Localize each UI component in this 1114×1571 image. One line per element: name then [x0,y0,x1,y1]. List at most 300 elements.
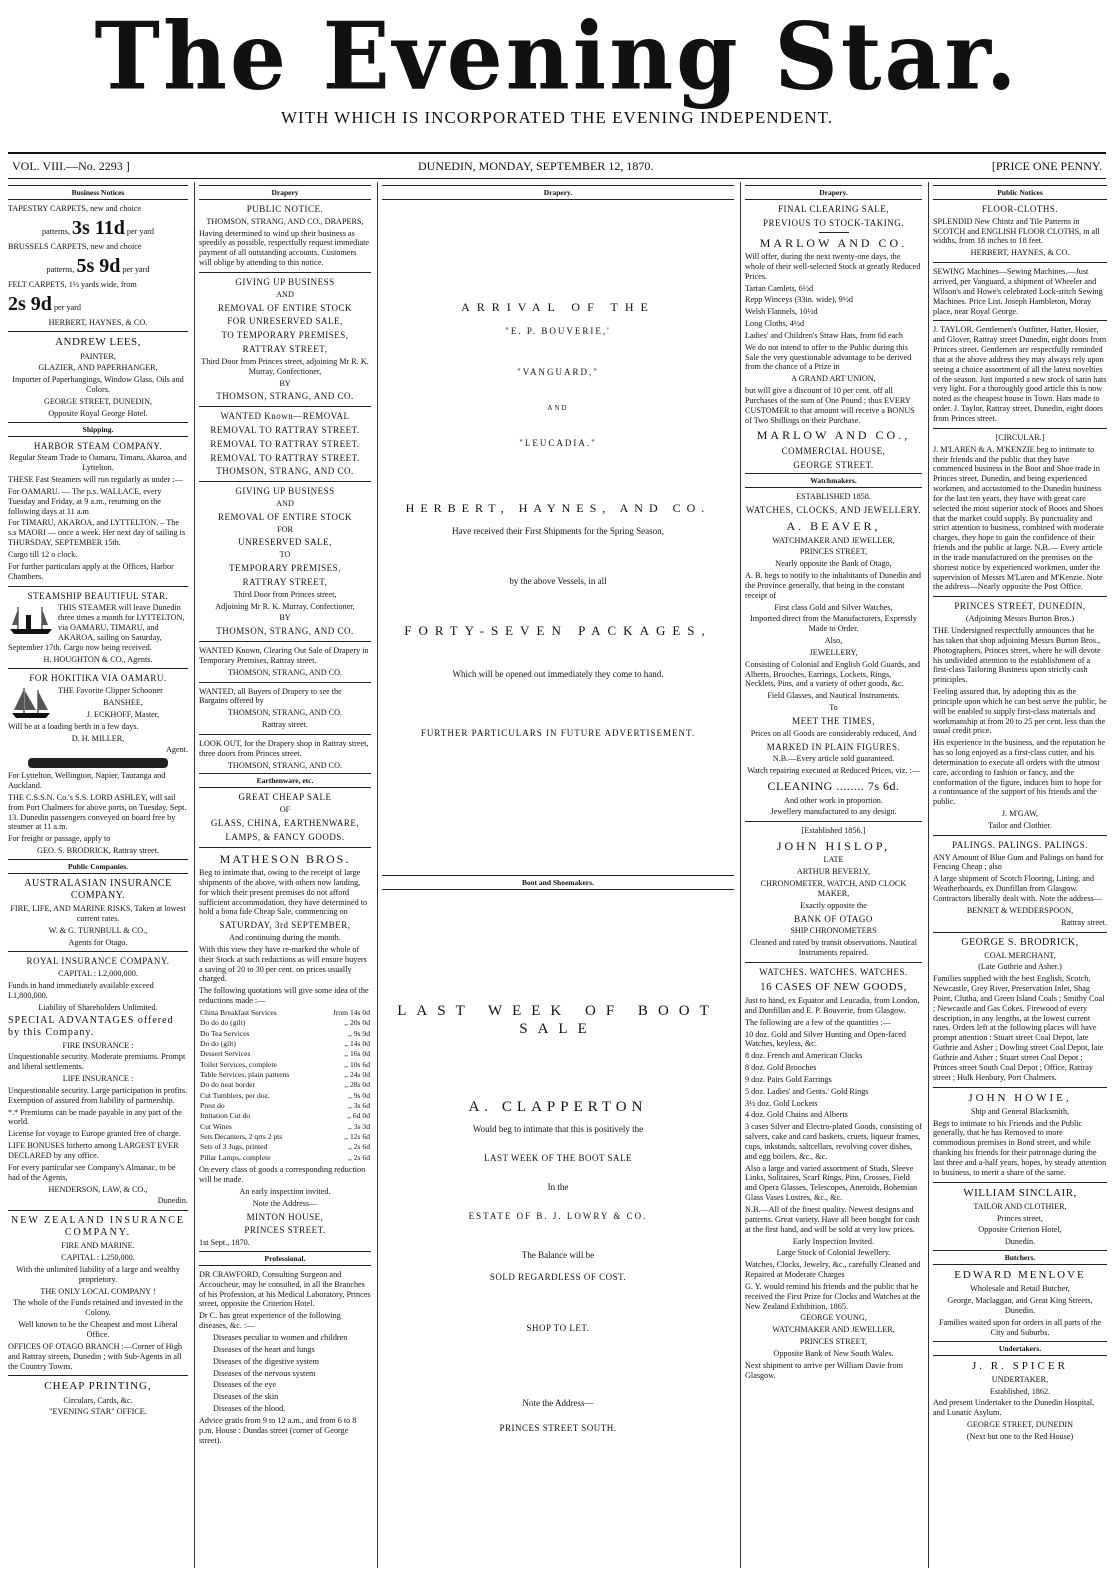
ad-line: 5 doz. Ladies' and Gents.' Gold Rings [745,1086,869,1096]
ad-line: Begs to intimate to his Friends and the Public generally, that he has Removed to more commodious premises in Bond street, and while thanking his friends for their patronage during the last three and a-half years, hopes, by steady attention to business, to merit a share of the same. [933,1118,1107,1177]
ad-signature: THOMSON, STRANG, AND CO. [216,391,354,402]
ad-line: AND [276,289,294,299]
divider [933,320,1107,321]
ad-line: And continuing during the month. [229,933,341,943]
ad-line: FURTHER PARTICULARS IN FUTURE ADVERTISEMENT. [420,727,696,738]
price-figure: 2s 9d [8,292,52,315]
ad-line: TAPESTRY CARPETS, new and choice [8,204,141,213]
ad-line: Diseases of the blood. [213,1404,286,1414]
ad-line: For OAMARU. — The p.s. WALLACE, every Tuesday and Friday, at 9 a.m., returning on the following days at 11 a.m [8,486,162,516]
brodrick-ad [933,937,1107,1083]
ad-line: And other work in proportion. [784,795,883,805]
ad-line: Repp Winceys (33in. wide), 9½d [745,295,853,305]
ad-heading: HARBOR STEAM COMPANY. [33,440,163,451]
ad-line: We do not intend to offer to the Public during this Sale the very questionable advantage to be derived from the chance of a Prize in [745,342,912,372]
divider [933,1087,1107,1088]
divider [199,682,371,683]
ad-line: First class Gold and Silver Watches, [774,602,893,612]
price-item: Do do neat border [200,1080,256,1090]
ad-line: 9 doz. Pairs Gold Earrings [745,1074,832,1084]
divider [199,481,371,482]
divider [933,835,1107,836]
ad-line: THE Favorite Clipper Schooner [58,686,163,696]
ad-line: 10 doz. Gold and Silver Hunting and Open-faced Watches, keyless, &c. [745,1029,906,1049]
ad-line: Opposite Criterion Hotel, [978,1225,1062,1235]
ad-line: The following are a few of the quantities :— [745,1017,891,1027]
ad-line: With this view they have re-marked the whole of their Stock at such reductions as will ensure buyers a saving of 20 to 30 per cent. on prices usually charged. [199,944,367,984]
ad-line: TO TEMPORARY PREMISES, [221,330,349,341]
ad-line: LIFE INSURANCE : [62,1074,134,1084]
ad-line: The following quotations will give some idea of the reductions made :— [199,986,369,1006]
ad-line: Dunedin. [157,1196,188,1206]
price-figure: 5s 9d [76,254,121,277]
ad-heading: J. R. SPICER [972,1359,1068,1372]
price: [PRICE ONE PENNY. [991,159,1102,173]
divider [199,847,371,848]
howie-ad [933,1092,1107,1178]
ad-signature: J. M'GAW, [1001,809,1039,819]
ad-line: 4 doz. Gold Chains and Alberts [745,1110,848,1120]
divider [745,821,922,822]
ad-line: REMOVAL OF ENTIRE STOCK [217,511,353,522]
price-value: ,, 2s 6d [348,1152,370,1162]
ad-line: Which will be opened out immediately they come to hand. [452,668,664,679]
ad-line: UNDERTAKER, [991,1374,1049,1384]
divider [8,586,188,587]
divider [199,734,371,735]
price-value: ,, 24s 0d [344,1070,370,1080]
ad-line: THOMSON, STRANG, AND CO. [227,708,343,718]
price-value: ,, 16s 0d [344,1049,370,1059]
ad-line: Field Glasses, and Nautical Instruments. [767,691,900,701]
ad-line: Nearly opposite the Bank of Otago, [775,559,892,569]
ad-line: (Late Guthrie and Asher.) [978,962,1062,972]
ad-line: Unquestionable security. Moderate premiums. Prompt and liberal settlements. [8,1052,186,1072]
ad-line: BANSHEE, [103,698,143,708]
ad-line: WATCHMAKER AND JEWELLER, [772,1325,895,1335]
price-value: ,, 9s 9d [348,1028,370,1038]
harbor-ad [8,441,188,582]
ad-line: For TIMARU, AKAROA, and LYTTELTON. – The s.s MAORI — once a week. Her next day of sailing is THURSDAY, SEPTEMBER 15th. [8,518,186,548]
ad-line: N.B.—Every article sold guaranteed. [772,754,895,764]
ad-line: For Lyttelton, Wellington, Napier, Tauranga and Auckland. [8,771,166,791]
ad-line: Importer of Paperhangings, Window Glass, Oils and Colors. [12,375,184,395]
ad-line: TEMPORARY PREMISES, [229,563,341,574]
ad-line: J. TAYLOR, Gentlemen's Outfitter, Hatter, Hosier, and Glover, Rattray street Dunedin, eight doors from Princes street. Gentlemen are respectfully reminded that at the above address they may always rely upon seeing a choice assortment of all the latest novelties of the season. Just imported a new stock of satin hats very light. For a thoroughly good article this is now noted as the cheapest house in Town. Hats made to order. J. Taylor, Rattray street, Dunedin, eight doors from Princes street. [933,325,1107,423]
ad-line: Funds in hand immediately available exceed L1,800,000. [8,981,154,1000]
ad-line: 3½ doz. Gold Lockets [745,1098,818,1108]
ad-line: REMOVAL TO RATTRAY STREET. [210,424,360,435]
ad-line: GEORGE STREET, DUNEDIN [966,1420,1074,1430]
divider [8,331,188,332]
ad-line: [Established 1856.] [801,826,866,836]
price-row [199,1142,371,1152]
price-row [199,1111,371,1121]
price-row [199,1049,371,1059]
ad-line: Diseases of the skin [213,1392,279,1402]
ad-line: CAPITAL : L2,000,000. [58,969,138,979]
australasian-ad [8,878,188,947]
ad-line: per yard [126,226,154,236]
nz-insurance-ad [8,1215,188,1371]
ad-line: 8 doz. French and American Clocks [745,1051,863,1061]
divider [933,428,1107,429]
ad-line: Diseases of the heart and lungs [213,1344,315,1354]
ad-line: Just to hand, ex Equator and Leucadia, from London, and Dunfillan and E. P. Bouverie, from Glasgow. [745,995,920,1015]
ad-line: The whole of the Funds retained and invested in the Colony. [13,1298,183,1318]
ad-line: Tartan Camlets, 6½d [745,283,814,293]
ad-line: 3 cases Silver and Electro-plated Goods, consisting of salvers, cake and card baskets, cruets, liqueur frames, cups, inkstands, saltcellars, revolving cover dishes, and egg boilers, &c., &c. [745,1122,922,1161]
arrival-heading: ARRIVAL OF THE [461,300,655,314]
firm-heading: HERBERT, HAYNES, AND CO. [405,501,711,516]
section-heading: Drapery. [382,185,734,200]
ad-line: Agent. [165,745,188,755]
masthead [0,0,1114,150]
ad-heading: JOHN HOWIE, [968,1091,1072,1104]
ad-line: CHRONOMETER, WATCH, AND CLOCK MAKER, [760,879,907,898]
ad-line: ESTABLISHED 1858. [796,492,871,502]
ad-line: Opposite Bank of New South Wales. [773,1348,894,1358]
ad-line: PRINCES STREET, [799,547,868,557]
ad-heading: NEW ZEALAND INSURANCE COMPANY. [10,1215,186,1239]
section-heading: Public Notices [933,185,1107,200]
ad-line: REMOVAL OF ENTIRE STOCK [217,302,353,313]
ad-line: LOOK OUT, for the Drapery shop in Rattray street, three doors from Princes street. [199,738,369,758]
ad-line: Ladies' and Children's Straw Hats, from 6d each [745,330,904,340]
price-figure: 3s 11d [72,216,125,239]
ad-line: Note the Address— [252,1198,318,1208]
ad-line: (Next but one to the Red House) [966,1431,1074,1441]
young-ad [745,967,922,1381]
ad-line: Agents for Otago. [68,937,128,947]
ad-line: For further particulars apply at the Offices, Harbor Chambers. [8,561,174,581]
ad-line: FELT CARPETS, 1½ yards wide, from [8,279,137,289]
price-item: China Breakfast Services [200,1007,277,1017]
column-3 [382,182,734,1568]
price-value: ,, 10s 6d [344,1059,370,1069]
ad-line: BANK OF OTAGO [794,913,873,924]
ad-signature: HERBERT, HAYNES, & CO. [970,248,1070,258]
ad-line: Cargo till 12 o clock. [8,550,78,560]
ad-line: FIRE INSURANCE : [62,1040,134,1050]
ad-line: Opposite Royal George Hotel. [48,408,148,418]
palings-ad [933,840,1107,928]
price-list [199,1008,371,1163]
price-value: ,, 12s 6d [344,1132,370,1142]
price-item: Do do do (gilt) [200,1018,246,1028]
ad-line: Having determined to wind up their business as speedily as possible, respectfully request immediate payment of all outstanding accounts. Customers will oblige by attending to this notice. [199,228,370,268]
beaver-ad [745,492,922,817]
price-row [199,1080,371,1090]
ad-line: OFFICES OF OTAGO BRANCH :—Corner of High and Rattray streets, Dunedin ; with Sub-Agents in all the Country Towns. [8,1341,183,1371]
column-divider [194,182,195,1568]
ad-line: PAINTER, [80,351,116,361]
price-value: ,, 3s 6d [348,1101,370,1111]
price-row [199,1060,371,1070]
ad-line: License for voyage to Europe granted free of charge. [8,1129,181,1139]
ad-line: ANY Amount of Blue Gum and Palings on hand for Fencing Cheap ; also [933,852,1104,872]
price-value: ,, 9s 0d [348,1090,370,1100]
ad-heading: AUSTRALASIAN INSURANCE COMPANY. [24,878,172,902]
ship-name: "LEUCADIA." [519,438,597,449]
ad-line: LAST WEEK OF THE BOOT SALE [483,1153,633,1164]
ad-line: Diseases of the digestive system [213,1356,319,1366]
ad-line: RATTRAY STREET, [242,576,328,587]
ad-line: SHOP TO LET. [526,1323,590,1334]
ad-line: AND [276,498,294,508]
ad-line: SPECIAL ADVANTAGES offered by this Company. [8,1014,174,1038]
price-item: Cut Tumblers, per doz. [200,1090,270,1100]
ad-line: patterns, [42,226,70,236]
column-4 [745,182,922,1568]
price-row [199,1018,371,1028]
ad-line: Cleaned and rated by transit observations. Nautical Instruments repaired. [749,938,918,958]
price-item: Sets Decanters, 2 qrts 2 pts [200,1132,283,1142]
ad-line: SOLD REGARDLESS OF COST. [489,1272,627,1283]
ad-line: Circulars, Cards, &c. [63,1395,133,1405]
ad-line: Families waited upon for orders in all parts of the City and Suburbs. [938,1317,1102,1337]
ad-line: LIFE BONUSES hitherto among LARGEST EVER DECLARED by any office. [8,1141,179,1160]
newspaper-subtitle: WITH WHICH IS INCORPORATED THE EVENING INDEPENDENT. [281,108,833,127]
ship-name: "E. P. BOUVERIE,' [505,326,611,337]
ad-line: Families supplied with the best English, Scotch, Newcastle, Grey River, Preservation Inlet, Shag Point, Clutha, and Green Island Coals ; Smithy Coal ; Newcastle and Gas Cokes. Firewood of every description, in any lengths, at the lowest current rates. Orders left at the following places will have prompt attention : Stuart street Coal Depot, late Guthrie and Asher ; Dowling street Coal Depot, late Guthrie and Asher ; Stuart street Coal Depot ; Princes street South Coal Depot ; Office, Rattray street ; Hulk Henbury, Port Chalmers. [933,974,1105,1082]
ad-line: Imported direct from the Manufacturers, Expressly Made to Order. [750,614,917,634]
royal-ad [8,956,188,1206]
price-row [199,1101,371,1111]
ad-line: GLAZIER, AND PAPERHANGER, [38,363,158,373]
ad-line: JEWELLERY, [809,647,858,657]
dateline [8,152,1106,179]
ad-line: Jewellery manufactured to any design. [770,807,897,817]
section-heading: Public Companies. [8,859,188,874]
price-row [199,1029,371,1039]
column-2 [199,182,371,1568]
ad-line: Feeling assured that, by adopting this as the principle upon which he can best serve the public, he will be enabled to supply first-class materials and workmanship at from 20 to 25 per cent. less than the usual credit price. [933,687,1107,736]
sinclair-ad [933,1187,1107,1248]
ad-line: GREAT CHEAP SALE [238,792,332,803]
ad-line: Diseases of the nervous system [213,1368,316,1378]
divider [199,272,371,273]
ad-line: ARTHUR BEVERLY, [796,867,871,877]
ad-line: DR CRAWFORD, Consulting Surgeon and Accoucheur, may be consulted, in all the Branches of his Profession, at his Medical Laboratory, Princes street, opposite the Criterion Hotel. [199,1269,371,1309]
ad-heading: ANDREW LEES, [55,336,141,349]
price-row [199,1070,371,1080]
ad-line: W. & G. TURNBULL & CO., [48,925,148,935]
ad-line: SPLENDID New Chintz and Tile Patterns in SCOTCH and ENGLISH FLOOR CLOTHS, in all widths, from 18 inches to 18 feet. [933,216,1100,246]
price-item: Dessert Services [200,1049,251,1059]
ad-line: Welsh Flannels, 10½d [745,307,818,317]
ad-line: Prices on all Goods are considerably reduced, And [750,728,917,738]
newspaper-title: The Evening Star. [94,1,1020,111]
ad-line: 1st Sept., 1870. [199,1238,250,1248]
ad-line: PRINCES STREET SOUTH. [499,1422,617,1433]
ad-line: Long Cloths, 4½d [745,319,805,329]
ad-heading: EDWARD MENLOVE [954,1269,1086,1282]
ad-line: GEORGE STREET, DUNEDIN, [43,396,153,406]
ad-line: CAPITAL : L250,000. [61,1253,135,1263]
ad-line: In the [547,1181,569,1192]
ad-signature: THOMSON, STRANG, AND CO. [227,667,343,677]
price-item: Toilet Services, complete [200,1059,277,1069]
divider [8,1375,188,1376]
hislop-ad [745,826,922,958]
divider [933,262,1107,263]
boot-sale-heading: LAST WEEK OF BOOT SALE [397,1003,719,1038]
ad-line: BRUSSELS CARPETS, new and choice [8,241,142,251]
ad-line: WATCHES, CLOCKS, AND JEWELLERY. [745,505,922,516]
ad-line: J. M'LAREN & A. M'KENZIE beg to intimate to their friends and the public that they have commenced business in the Boot and Shoe trade in Princes street, Dunedin, and being experienced workmen, and accustomed to the Dunedin business for the last ten years, they have with great care selected the most superior stock of Boots and Shoes that the market could supply. By punctuality and strict attention to business, combined with moderate charges, they hope to gain the confidence of their friends and the public at large. N.B.— Every article in the trade manufactured on the premises on the shortest notice by experienced workmen, under the supervision of Messrs M'Laren and M'Kenzie. Note the address—Nearly opposite the Post Office. [933,444,1104,592]
ad-heading: PALINGS. PALINGS. PALINGS. [952,839,1088,850]
ad-line: THE C.S.S.N. Co.'s S.S. LORD ASHLEY, will sail from Port Chalmers for above ports, on Tuesday, Sept. 13. Dunedin passengers conveyed on board free by steamer at 11 a.m. [8,792,187,832]
ad-line: GIVING UP BUSINESS [235,486,335,497]
matheson-ad [199,852,371,1248]
divider [199,406,371,407]
ad-line: N.B.—All of the finest quality. Newest designs and patterns. Great variety. Have all been bought for cash at the first hand, and will be sold at very low prices. [745,1205,920,1234]
ad-signature: BENNET & WEDDERSPOON, [966,905,1074,915]
ad-line: Wholesale and Retail Butcher, [970,1284,1070,1294]
ship-name: AND [547,403,569,412]
ad-line: For every particular see Company's Almanac, to be had of the Agents, [8,1162,176,1182]
ad-line: THE ONLY LOCAL COMPANY ! [40,1286,156,1296]
ad-heading: MARLOW AND CO. [759,235,908,250]
ship-name: "VANGUARD," [517,367,599,378]
ad-line: Rattray street. [1061,917,1107,927]
menlove-ad [933,1269,1107,1337]
price-item: Sets of 3 Jugs, printed [200,1142,268,1152]
ad-signature: GEO. S. BRODRICK, Rattray street. [37,846,159,856]
price-item: Prest do [200,1101,225,1111]
ad-line: WANTED Known, Clearing Out Sale of Drapery in Temporary Premises, Rattray street. [199,646,369,665]
price-item: Do Tea Services [200,1028,250,1038]
divider [933,1182,1107,1183]
divider [933,932,1107,933]
ad-line: Unquestionable security. Large participation in profits. Exemption of assured from liability of partnership. [8,1085,188,1105]
ad-line: BY [279,613,291,623]
divider [8,668,188,669]
ad-line: THESE Fast Steamers will run regularly as under :— [8,475,183,485]
ad-line: With the unlimited liability of a large and wealthy proprietory. [16,1264,180,1284]
ad-line: To [829,703,838,713]
ad-line: REMOVAL TO RATTRAY STREET. [210,452,360,463]
ad-line: MEET THE TIMES, [792,716,875,726]
packages-heading: FORTY-SEVEN PACKAGES, [404,623,712,639]
ad-line: Watches, Clocks, Jewelry, &c., carefully Cleaned and Repaired at Moderate Charges [745,1260,921,1280]
ad-line: A. B. begs to notify to the inhabitants of Dunedin and the Province generally, that being in the constant receipt of [745,571,922,600]
ad-line: Rattray street. [262,720,308,730]
giving-up-ad [199,277,371,402]
ad-line: by the above Vessels, in all [509,576,607,587]
price-row [199,1039,371,1049]
section-heading: Business Notices [8,185,188,200]
ad-line: but will give a discount of 10 per cent. off all Purchases of the sum of One Pound ; thus EVERY CUSTOMER to that amount will receive a BONUS of Two Shillings on their Purchase. [745,386,915,425]
ad-line: Liability of Shareholders Unlimited. [38,1002,158,1012]
ad-line: Third Door from Princes street, [233,589,337,599]
ad-line: GIVING UP BUSINESS [235,277,335,288]
printing-ad [8,1380,188,1417]
ad-line: PRINCES STREET. [244,1225,326,1236]
ad-line: COAL MERCHANT, [984,950,1056,960]
ad-signature: H. HOUGHTON & CO., Agents. [43,654,153,664]
ad-line: LATE [823,855,844,865]
column-divider [377,182,378,1568]
ad-line: The Balance will be [521,1249,595,1260]
price-row [199,1091,371,1101]
price-value: ,, 20s 0d [344,1018,370,1028]
ad-line: WATCHMAKER AND JEWELLER, [772,535,895,545]
ad-line: [CIRCULAR.] [995,432,1045,442]
ad-heading: WATCHES. WATCHES. WATCHES. [759,966,908,977]
ad-line: UNRESERVED SALE, [238,537,332,548]
ad-line: GLASS, CHINA, EARTHENWARE, [210,818,360,829]
section-heading: Earthenware, etc. [199,773,371,788]
ad-line: For freight or passage, apply to [8,834,111,844]
column-divider [740,182,741,1568]
ad-heading: PUBLIC NOTICE. [246,204,324,214]
ad-line: Dr C. has great experience of the following diseases, &c. :— [199,1311,341,1331]
ad-line: CLEANING ........ 7s 6d. [767,779,900,794]
marlow-ad [745,236,922,471]
sailing-ship-icon [8,686,54,720]
ad-heading: GEORGE S. BRODRICK, [961,936,1079,948]
ad-line: Regular Steam Trade to Oamaru, Timaru, Akaroa, and Lyttelton. [9,453,187,473]
ad-heading: JOHN HISLOP, [776,839,891,854]
ad-line: WANTED, all Buyers of Drapery to see the Bargains offered by [199,686,342,706]
ad-line: On every class of goods a corresponding reduction will be made. [199,1165,366,1184]
ad-line: A large shipment of Scotch Flooring, Lining, and Weatherboards, ex Dunfillan from Glasgow. Contractors liberally dealt with. Note the address— [933,874,1102,904]
price-row [199,1132,371,1142]
ad-line: 8 doz. Gold Brooches [745,1063,817,1073]
spicer-ad [933,1360,1107,1442]
ad-line: THE Undersigned respectfully announces that he has taken that shop adjoining Messrs Burton Bros., Photographers, Princes street, where he will devote his undivided attention to the establishment of a first-class Tailoring Business upon strictly cash principles. [933,625,1101,685]
mgaw-ad [933,601,1107,831]
ad-line: Will be at a loading berth in a few days. [8,721,139,731]
ad-line: RATTRAY STREET, [242,344,328,355]
ad-line: SEWING Machines—Sewing Machines.—Just arrived, per Vanguard, a shipment of Wheeler and Wilson's and Howe's celebrated Lock-stitch Sewing Machines. Price List. Joseph Hambleton, Moray place, near Royal George. [933,267,1103,316]
clapperton-heading: A. CLAPPERTON [468,1099,648,1116]
divider [745,962,922,963]
price-item: Do do (gilt) [200,1039,236,1049]
ad-line: An early inspection invited. [239,1186,331,1196]
divider [199,641,371,642]
ad-line: George, Maclaggan, and Great King Streets, Dunedin. [947,1296,1093,1316]
price-value: ,, 28s 0d [344,1080,370,1090]
volume-number: VOL. VIII.—No. 2293 ] [12,159,130,173]
ad-line: Will offer, during the next twenty-one days, the whole of their well-selected Stock at greatly Reduced Prices. [745,251,921,281]
column-divider [928,182,929,1568]
ad-line: THIS STEAMER will leave Dunedin three times a month for LYTTELTON, via OAMARU, TIMARU, and AKAROA, sailing on Saturday, September 17th. Cargo now being received. [8,603,185,652]
ad-signature: THOMSON, STRANG, AND CO. [216,466,354,477]
ad-line: G. Y. would remind his friends and the public that he received the First Prize for Clocks and Watches at the New Zealand Exhibition, 1865. [745,1281,921,1311]
divider [8,1210,188,1211]
ad-line: Next shipment to arrive per William Davie from Glasgow. [745,1360,903,1380]
ad-line: *.* Premiums can be made payable in any part of the world. [8,1107,182,1127]
beautiful-star-ad [8,591,188,665]
ad-line: SATURDAY, 3rd SEPTEMBER, [219,920,351,931]
ad-heading: 16 CASES OF NEW GOODS, [760,980,907,993]
ad-line: (Adjoining Messrs Burton Bros.) [965,614,1075,624]
ad-line: LAMPS, & FANCY GOODS. [225,831,345,842]
ad-line: Watch repairing executed at Reduced Prices, viz. :— [747,766,920,776]
ad-line: SHIP CHRONOMETERS [790,926,877,936]
ad-line: per yard [122,264,150,274]
ad-line: Established, 1862. [989,1386,1051,1396]
ad-line: Princes street, [997,1213,1043,1223]
ad-line: MINTON HOUSE, [246,1211,324,1222]
steamship-icon [8,603,54,637]
ad-line: Well known to be the Cheapest and most Liberal Office. [18,1320,178,1339]
ad-line: D. H. MILLER, [71,733,125,743]
price-item: Table Services, plain patterns [200,1070,290,1080]
